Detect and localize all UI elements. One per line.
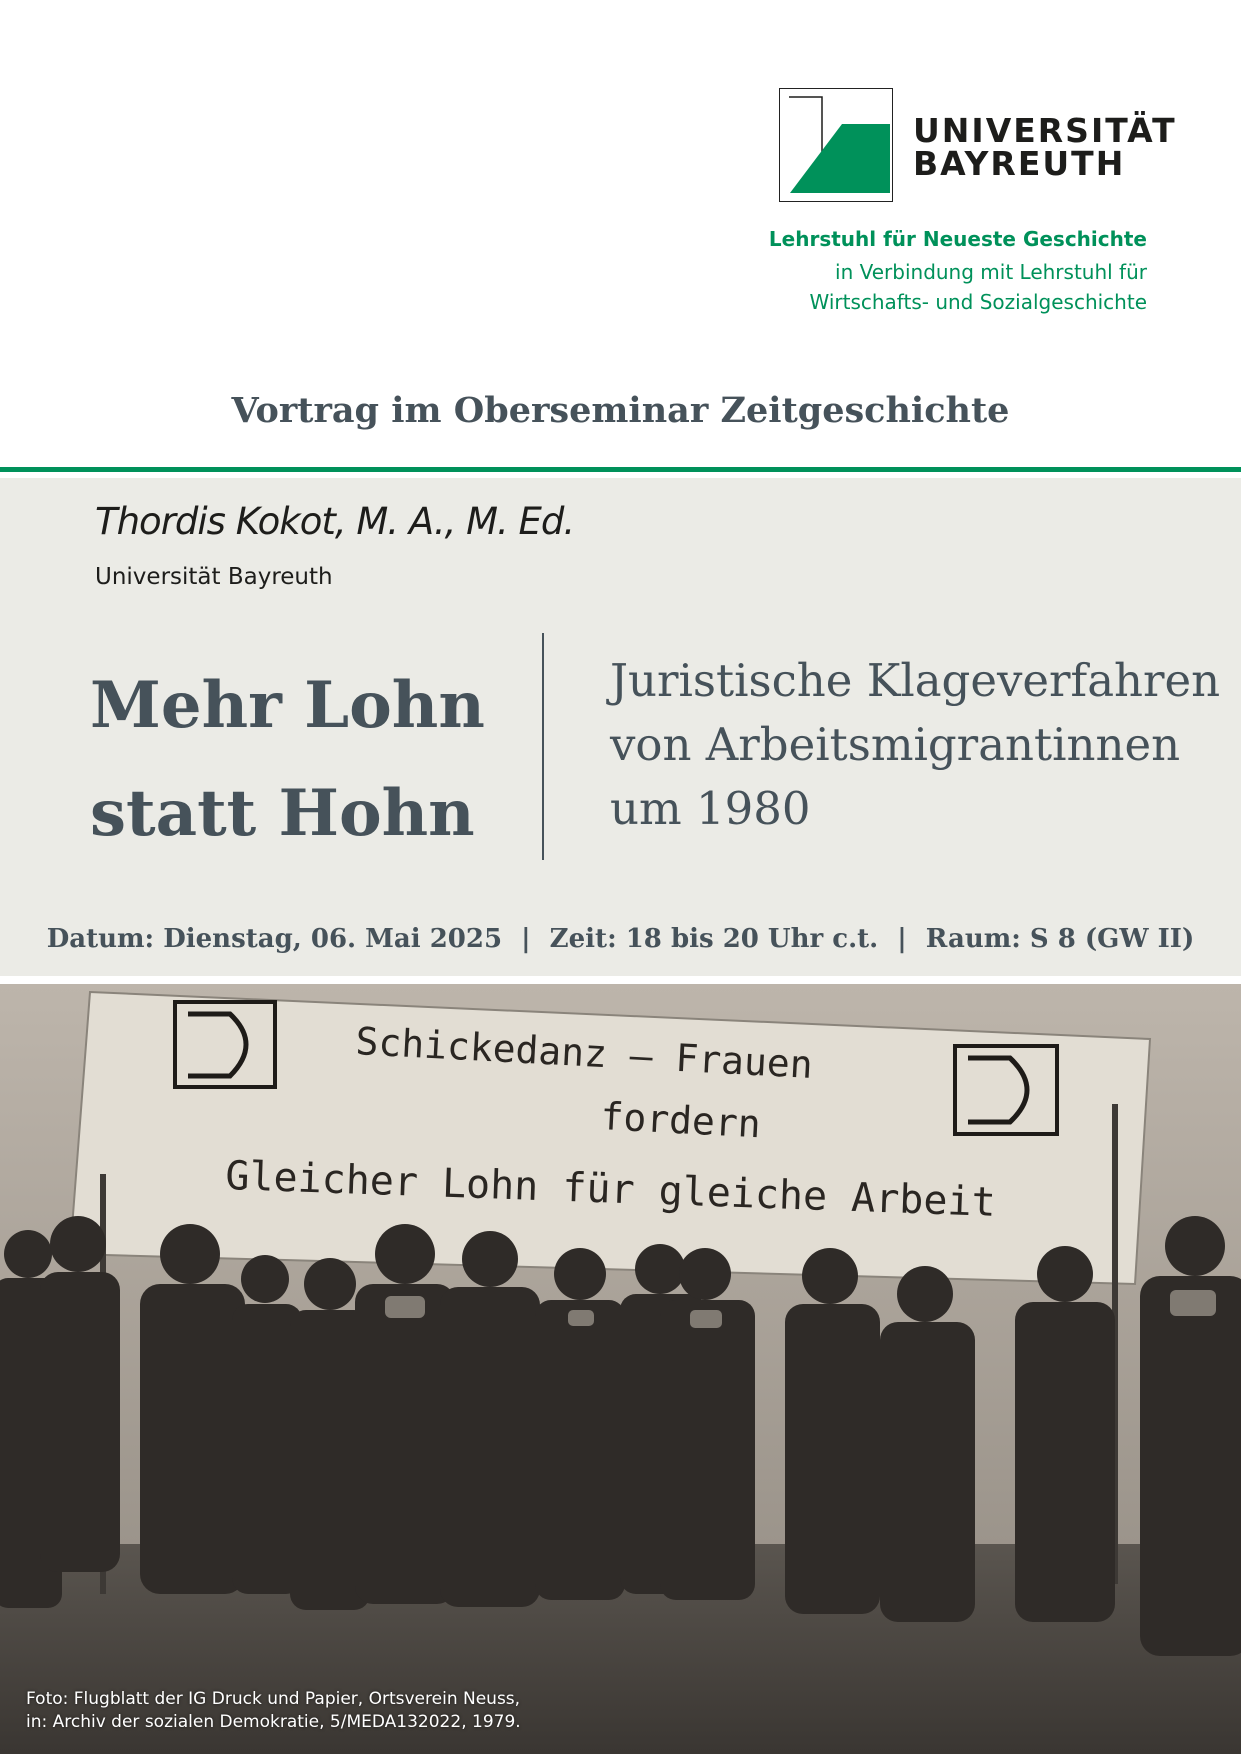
university-name-line2: BAYREUTH <box>913 144 1126 183</box>
photo-caption <box>26 1688 521 1734</box>
title-divider <box>542 633 544 860</box>
details-separator: | <box>897 924 907 954</box>
banner-text-line3: Gleicher Lohn für gleiche Arbeit <box>224 1153 997 1226</box>
chair-cooperation-line2: Wirtschafts- und Sozialgeschichte <box>809 290 1147 314</box>
event-time: Zeit: 18 bis 20 Uhr c.t. <box>549 924 879 954</box>
university-emblem-icon <box>779 88 893 202</box>
university-name <box>913 111 1177 183</box>
event-room: Raum: S 8 (GW II) <box>925 924 1195 954</box>
speaker-name: Thordis Kokot, M. A., M. Ed. <box>95 500 575 543</box>
event-type-heading: Vortrag im Oberseminar Zeitgeschichte <box>231 390 1010 431</box>
talk-subtitle <box>610 649 1220 841</box>
talk-subtitle-line2: von Arbeitsmigrantinnen <box>610 718 1181 771</box>
green-divider <box>0 467 1241 472</box>
chair-cooperation-line1: in Verbindung mit Lehrstuhl für <box>835 260 1147 284</box>
talk-subtitle-line1: Juristische Klageverfahren <box>610 654 1221 707</box>
speaker-affiliation: Universität Bayreuth <box>95 564 333 590</box>
talk-title <box>90 652 485 868</box>
talk-subtitle-line3: um 1980 <box>610 782 811 835</box>
event-details <box>0 924 1241 954</box>
details-separator: | <box>521 924 531 954</box>
photo-caption-line2: in: Archiv der sozialen Demokratie, 5/MEDA132022, 1979. <box>26 1712 521 1732</box>
banner-text-line2: fordern <box>599 1094 762 1147</box>
historical-photo <box>0 984 1241 1754</box>
banner-text-line1: Schickedanz — Frauen <box>354 1019 814 1087</box>
talk-title-line1: Mehr Lohn <box>90 668 485 743</box>
photo-caption-line1: Foto: Flugblatt der IG Druck und Papier, Ortsverein Neuss, <box>26 1689 521 1709</box>
talk-title-line2: statt Hohn <box>90 776 475 851</box>
university-name-line1: UNIVERSITÄT <box>913 111 1177 150</box>
chair-info <box>769 226 1147 316</box>
chair-name: Lehrstuhl für Neueste Geschichte <box>768 227 1147 251</box>
event-date: Datum: Dienstag, 06. Mai 2025 <box>46 924 503 954</box>
